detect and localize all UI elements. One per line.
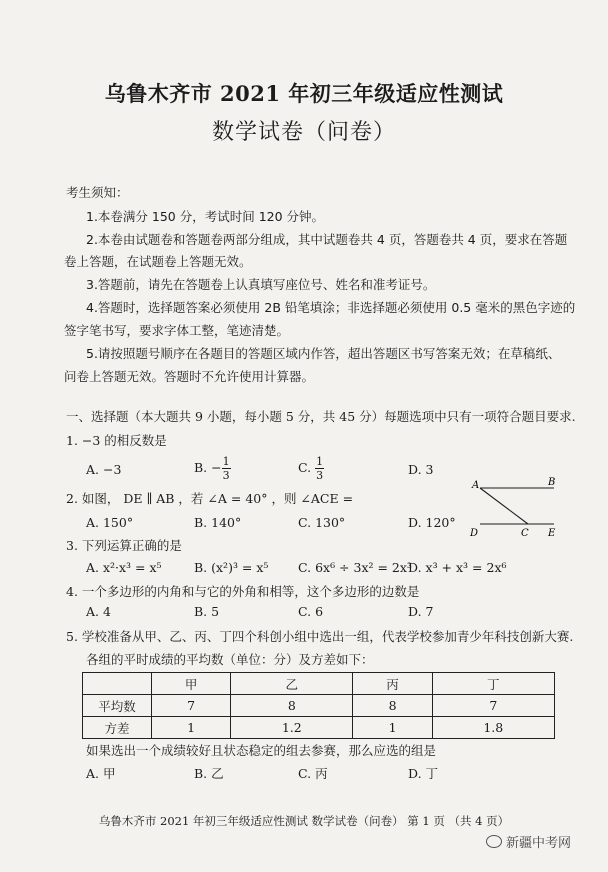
q1-option-a: A. −3 [86, 462, 122, 477]
question-5-stem: 5. 学校准备从甲、乙、丙、丁四个科创小组中选出一组，代表学校参加青少年科技创新大赛. [66, 629, 574, 644]
section-heading: 一、选择题（本大题共 9 小题，每小题 5 分，共 45 分）每题选项中只有一项符合题目要求. [66, 409, 576, 424]
table-cell: 8 [353, 695, 432, 717]
table-row [83, 717, 555, 739]
notice-line: 2.本卷由试题卷和答题卷两部分组成，其中试题卷共 4 页，答题卷共 4 页，要求在答题 [86, 232, 568, 247]
exam-subtitle: 数学试卷（问卷） [211, 120, 396, 145]
fraction: $\frac{1}{3}$ [316, 455, 324, 482]
notice-heading: 考生须知： [66, 185, 129, 200]
page-footer: 乌鲁木齐市 2021 年初三年级适应性测试 数学试卷（问卷） 第 1 页 （共 4 页） [98, 814, 510, 828]
notice-line: 4.答题时，选择题答案必须使用 2B 铅笔填涂；非选择题必须使用 0.5 毫米的黑色字迹的 [86, 300, 576, 315]
label-d: D [470, 528, 479, 539]
question-5-stem-cont: 各组的平时成绩的平均数（单位：分）及方差如下： [86, 652, 374, 667]
q4-option-a: A. 4 [86, 604, 111, 619]
notice-line: 5.请按照题号顺序在各题目的答题区域内作答，超出答题区书写答案无效；在草稿纸、 [86, 346, 561, 361]
table-cell: 甲 [152, 673, 231, 695]
table-cell: 1 [152, 717, 231, 739]
q1-option-c: C. $\frac{1}{3}$ [298, 455, 324, 482]
q3-option-b: B. (x²)³ = x⁵ [194, 560, 269, 575]
q5-option-a: A. 甲 [86, 766, 116, 781]
table-cell: 丁 [432, 673, 554, 695]
table-row [83, 695, 555, 717]
exam-title: 乌鲁木齐市 2021 年初三年级适应性测试 [104, 81, 504, 106]
q5-option-b: B. 乙 [194, 766, 224, 781]
question-5-prompt: 如果选出一个成绩较好且状态稳定的组去参赛，那么应选的组是 [86, 743, 437, 758]
q2-option-b: B. 140° [194, 515, 242, 530]
question-4-stem: 4. 一个多边形的内角和与它的外角和相等，这个多边形的边数是 [66, 584, 420, 599]
q4-option-c: C. 6 [298, 604, 324, 619]
q3-option-a: A. x²·x³ = x⁵ [86, 560, 162, 575]
label-e: E [548, 528, 556, 539]
table-cell: 方差 [83, 717, 152, 739]
table-cell: 乙 [231, 673, 353, 695]
notice-line: 3.答题前，请先在答题卷上认真填写座位号、姓名和准考证号。 [86, 277, 436, 292]
notice-line: 签字笔书写，要求字体工整，笔迹清楚。 [64, 323, 290, 338]
q5-option-d: D. 丁 [408, 766, 439, 781]
table-cell: 丙 [353, 673, 432, 695]
table-cell [83, 673, 152, 695]
table-cell: 1 [353, 717, 432, 739]
question-3-stem: 3. 下列运算正确的是 [66, 538, 182, 553]
table-cell: 1.8 [432, 717, 554, 739]
table-cell: 平均数 [83, 695, 152, 717]
label-b: B [548, 477, 556, 488]
notice-line: 问卷上答题无效。答题时不允许使用计算器。 [64, 369, 315, 384]
notice-line: 1.本卷满分 150 分，考试时间 120 分钟。 [86, 209, 325, 224]
q5-option-c: C. 丙 [298, 766, 328, 781]
watermark: 新疆中考网 [486, 832, 571, 851]
line-ac [480, 488, 528, 524]
table-header-row [83, 673, 555, 695]
notice-line: 卷上答题，在试题卷上答题无效。 [64, 254, 252, 269]
wechat-icon [486, 835, 502, 848]
question-2-stem: 2. 如图， DE ∥ AB ，若 ∠A = 40° ，则 ∠ACE = [66, 491, 354, 506]
q4-option-d: D. 7 [408, 604, 434, 619]
fraction: $\frac{1}{3}$ [222, 455, 230, 482]
table-cell: 1.2 [231, 717, 353, 739]
q4-option-b: B. 5 [194, 604, 220, 619]
label-a: A [472, 480, 480, 491]
q2-option-c: C. 130° [298, 515, 346, 530]
q3-option-c: C. 6x⁶ ÷ 3x² = 2x³ [298, 560, 412, 575]
q1-option-b: B. − $\frac{1}{3}$ [194, 455, 230, 482]
table-cell: 7 [152, 695, 231, 717]
q2-option-d: D. 120° [408, 515, 456, 530]
q1-option-d: D. 3 [408, 462, 434, 477]
question-1-stem: 1. −3 的相反数是 [66, 433, 167, 448]
table-cell: 7 [432, 695, 554, 717]
score-table [82, 672, 555, 739]
parallel-lines-figure [462, 474, 564, 542]
q2-option-a: A. 150° [86, 515, 134, 530]
table-cell: 8 [231, 695, 353, 717]
label-c: C [521, 528, 529, 539]
q3-option-d: D. x³ + x³ = 2x⁶ [408, 560, 507, 575]
